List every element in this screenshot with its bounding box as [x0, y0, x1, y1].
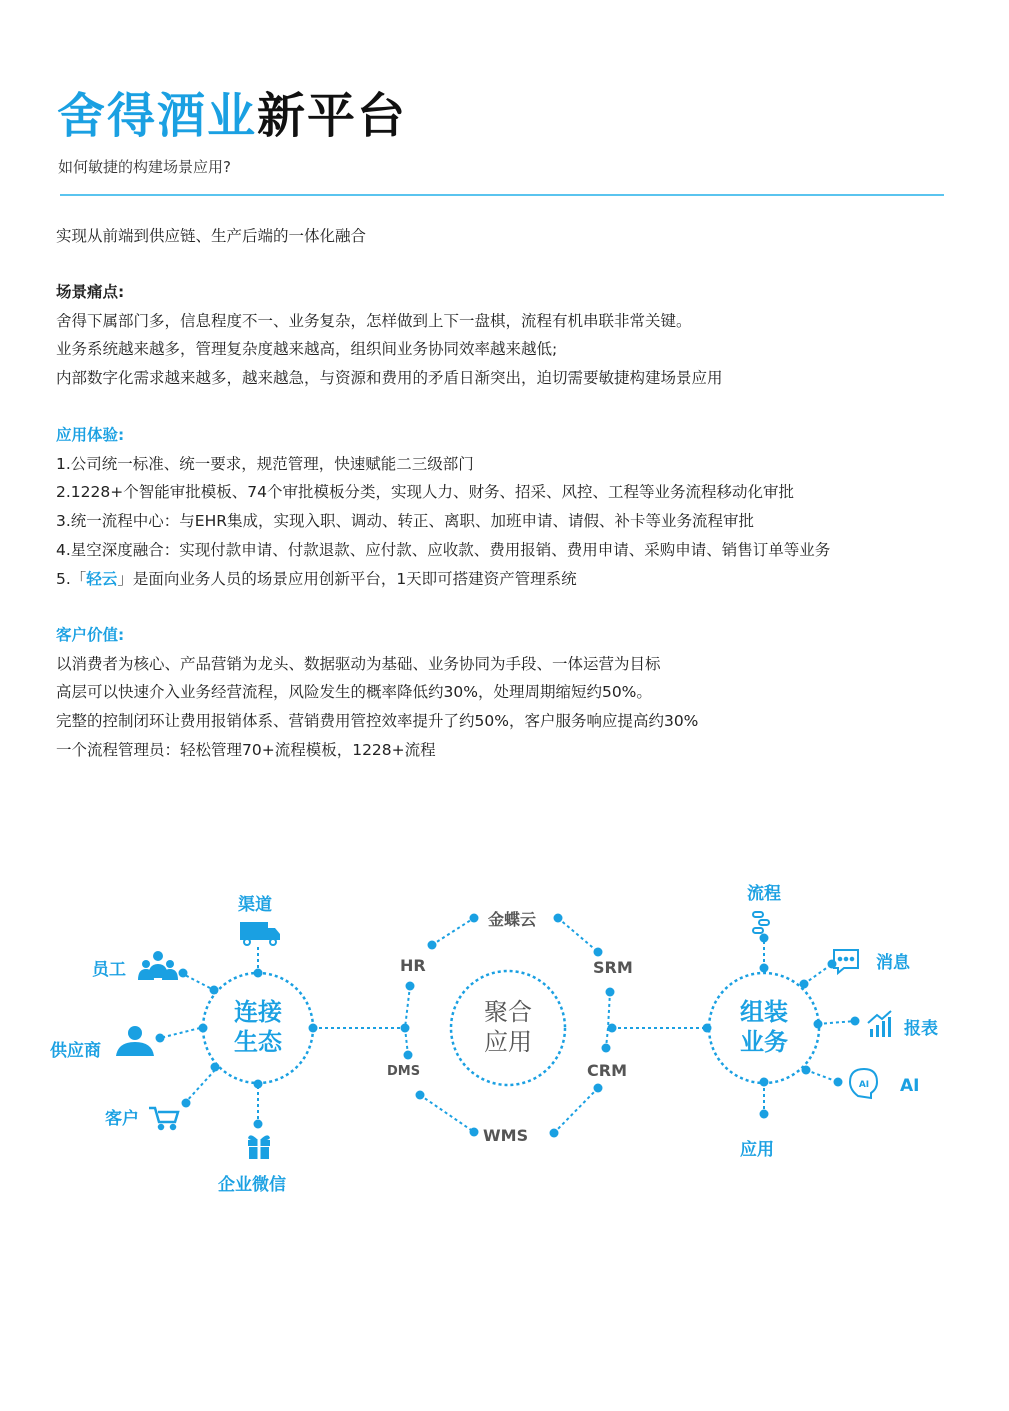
pain-line: 舍得下属部门多，信息程度不一、业务复杂，怎样做到上下一盘棋，流程有机串联非常关键。: [56, 311, 692, 330]
value-line: 完整的控制闭环让费用报销体系、营销费用管控效率提升了约50%，客户服务响应提高约30%: [56, 712, 699, 731]
cart-icon: [149, 1108, 178, 1129]
qingyun-highlight: 轻云: [86, 569, 118, 588]
node-customer-label: 客户: [105, 1109, 139, 1129]
pain-line: 内部数字化需求越来越多，越来越急，与资源和费用的矛盾日渐突出，迫切需要敏捷构建场景应用: [56, 369, 723, 388]
title-suffix: 新平台: [257, 88, 408, 144]
ai-icon-text: AI: [858, 1080, 870, 1090]
pain-line: 业务系统越来越多，管理复杂度越来越高，组织间业务协同效率越来越低;: [56, 340, 558, 359]
node-wecom-label: 企业微信: [218, 1175, 286, 1195]
node-staff-label: 员工: [92, 960, 126, 980]
experience-line: 1.公司统一标准、统一要求，规范管理，快速赋能二三级部门: [56, 454, 474, 473]
chat-icon: [834, 950, 858, 973]
ring-kingdee-label: 金蝶云: [488, 910, 537, 929]
user-tie-icon: [116, 1026, 154, 1056]
ring-wms-label: WMS: [483, 1126, 529, 1145]
ring-crm-label: CRM: [587, 1061, 627, 1080]
node-flow-label: 流程: [747, 884, 781, 904]
left-hub-line2: 生态: [234, 1028, 282, 1056]
node-app-label: 应用: [740, 1140, 774, 1160]
intro-text: 实现从前端到供应链、生产后端的一体化融合: [56, 227, 367, 245]
center-hub-line2: 应用: [484, 1028, 532, 1056]
node-message-label: 消息: [876, 953, 910, 973]
ring-hr-label: HR: [400, 956, 426, 975]
chart-icon: [868, 1011, 891, 1037]
page-subtitle: 如何敏捷的构建场景应用?: [58, 158, 231, 176]
node-channel-label: 渠道: [238, 895, 272, 915]
experience-line: 4.星空深度融合：实现付款申请、付款退款、应付款、应收款、费用报销、费用申请、采购申请、销售订单等业务: [56, 540, 831, 559]
experience-line: 2.1228+个智能审批模板、74个审批模板分类，实现人力、财务、招采、风控、工程等业务流程移动化审批: [56, 483, 794, 502]
node-supplier-label: 供应商: [50, 1041, 101, 1061]
experience-line-5: 5.「轻云」是面向业务人员的场景应用创新平台，1天即可搭建资产管理系统: [56, 569, 577, 588]
value-line: 以消费者为核心、产品营销为龙头、数据驱动为基础、业务协同为手段、一体运营为目标: [56, 654, 661, 673]
ecosystem-diagram: [0, 860, 1009, 1280]
value-section: [56, 621, 698, 765]
ring-dms-label: DMS: [387, 1064, 421, 1079]
value-heading: 客户价值:: [56, 626, 125, 644]
experience-section: [56, 421, 830, 593]
title-divider: [60, 194, 944, 196]
value-line: 一个流程管理员：轻松管理70+流程模板，1228+流程: [56, 740, 436, 759]
gift-icon: [248, 1135, 270, 1159]
value-line: 高层可以快速介入业务经营流程，风险发生的概率降低约30%，处理周期缩短约50%。: [56, 683, 652, 702]
ai-head-icon: [850, 1069, 877, 1098]
node-report-label: 报表: [904, 1019, 938, 1039]
truck-icon: [240, 922, 280, 945]
node-ai-label: AI: [900, 1076, 920, 1096]
center-hub-line1: 聚合: [484, 998, 532, 1026]
experience-heading: 应用体验:: [56, 426, 125, 444]
people-icon: [138, 951, 178, 980]
page-title: [57, 88, 407, 144]
pain-heading: 场景痛点:: [56, 283, 125, 301]
ring-srm-label: SRM: [593, 958, 633, 977]
flow-icon: [753, 912, 769, 933]
experience-line: 3.统一流程中心：与EHR集成，实现入职、调动、转正、离职、加班申请、请假、补卡等业务流程审批: [56, 512, 755, 531]
right-hub-line1: 组装: [740, 998, 788, 1026]
pain-section: [56, 278, 723, 393]
right-hub-line2: 业务: [740, 1028, 788, 1056]
title-brand: 舍得酒业: [57, 88, 258, 144]
left-hub-line1: 连接: [234, 998, 282, 1026]
